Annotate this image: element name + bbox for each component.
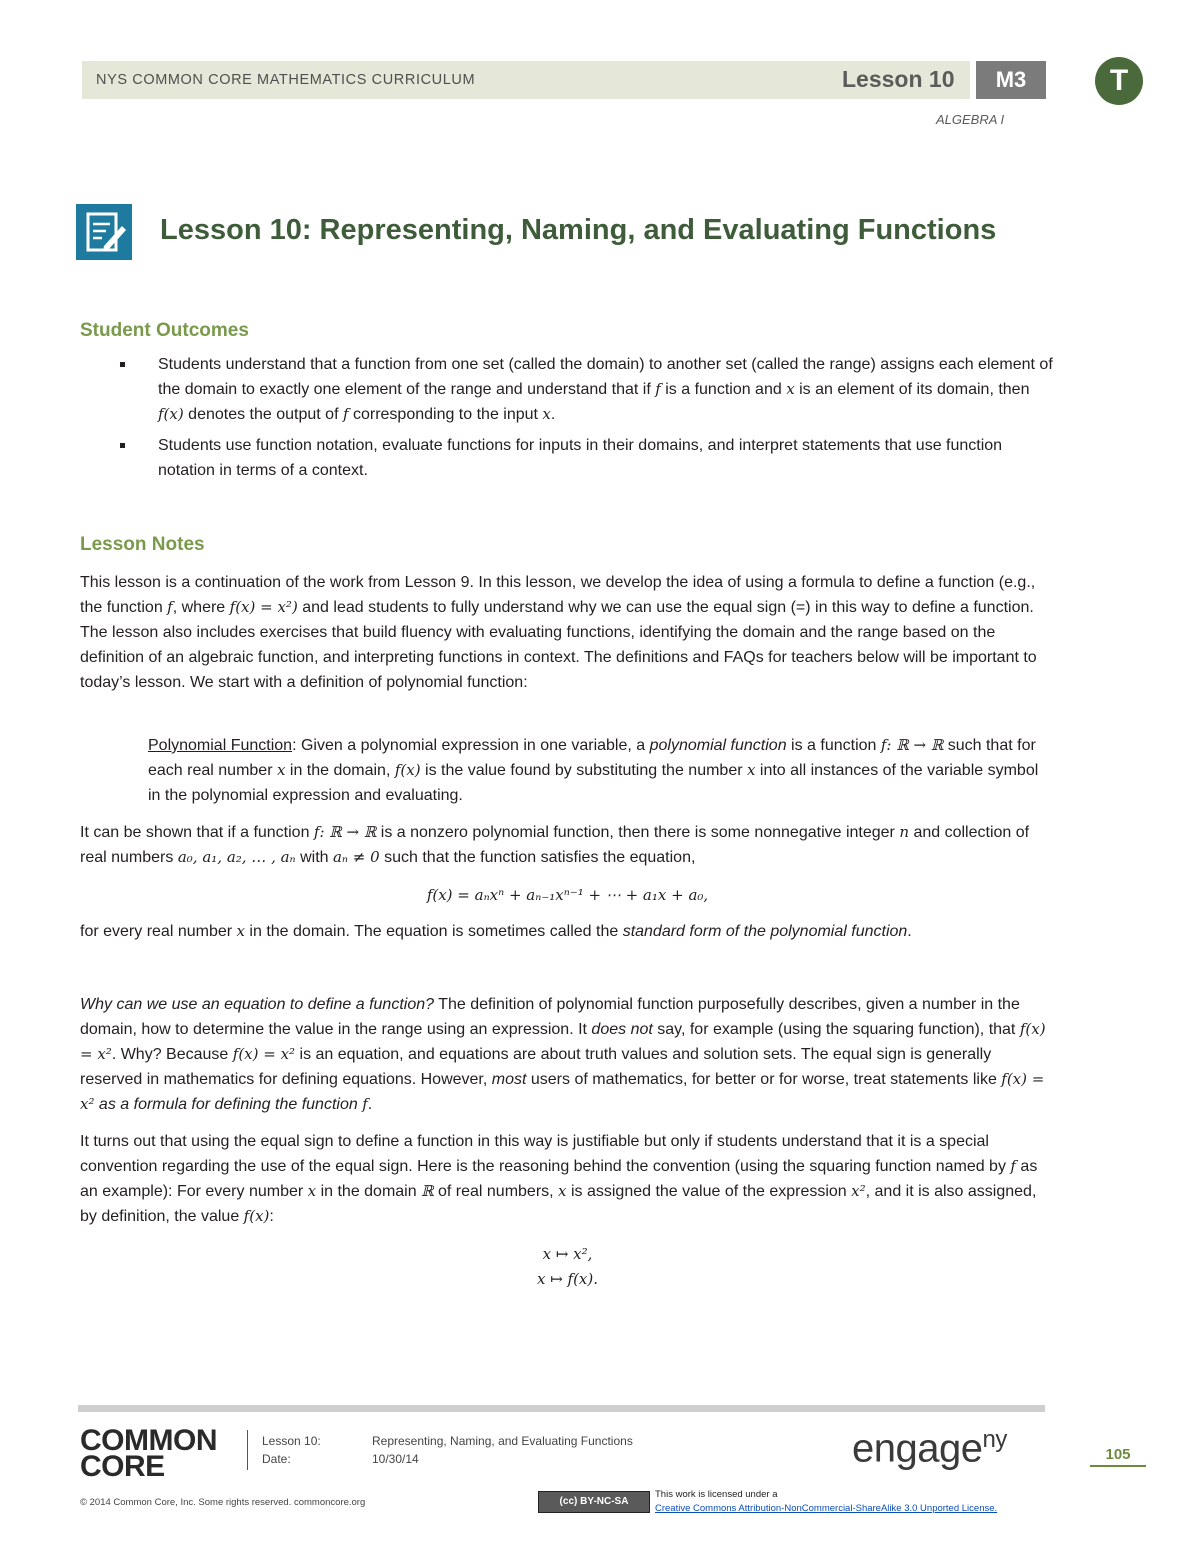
curriculum-title: NYS COMMON CORE MATHEMATICS CURRICULUM [96,72,476,88]
common-core-logo: COMMON CORE [80,1424,217,1483]
notepad-pencil-icon [76,204,132,260]
footer-lesson-label: Lesson 10: [262,1434,321,1448]
student-outcomes-heading: Student Outcomes [80,320,249,341]
lesson-notes-heading: Lesson Notes [80,534,205,555]
page-number: 105 [1090,1446,1146,1467]
cc-license-badge: (cc) BY-NC-SA [538,1491,650,1513]
shown-paragraph: It can be shown that if a function f: ℝ → ℝ is a nonzero polynomial function, then there is some nonnegative integer n and collection of real numbers a₀, a₁, a₂, … , aₙ with aₙ ≠ 0 such that the function satisfies the equation, [80,823,1030,866]
copyright-notice: © 2014 Common Core, Inc. Some rights reserved. commoncore.org [80,1497,366,1508]
footer-date: 10/30/14 [372,1452,419,1466]
lesson-number: Lesson 10 [842,66,955,92]
definition-term: Polynomial Function [148,737,293,754]
outcomes-list [120,352,1055,489]
footer-date-label: Date: [262,1452,291,1466]
teacher-badge: T [1095,57,1143,105]
bullet-square-icon [120,362,125,367]
license-text: This work is licensed under a [655,1489,778,1500]
footer-divider [78,1405,1045,1412]
footer-lesson-title: Representing, Naming, and Evaluating Functions [372,1434,633,1448]
license-link[interactable]: Creative Commons Attribution-NonCommercial-ShareAlike 3.0 Unported License. [655,1503,998,1514]
page-title: Lesson 10: Representing, Naming, and Evaluating Functions [160,214,997,246]
lesson-notes-paragraph: This lesson is a continuation of the work from Lesson 9. In this lesson, we develop the idea of using a formula to define a function (e.g., the function f, where f(x) = x²) and lead students to fully understand why we can use the equal sign (=) in this way to define a function. The lesson also includes exercises that build fluency with evaluating functions, identifying the domain and the range based on the definition of an algebraic function, and interpreting functions in context. The definitions and FAQs for teachers below will be important to today’s lesson. We start with a definition of polynomial function: [80,574,1037,691]
mapping-2: x ↦ f(x). [536,1270,599,1288]
course-name: ALGEBRA I [936,112,1005,127]
every-real-number-paragraph: for every real number x in the domain. The equation is sometimes called the standard form of the polynomial function. [80,922,912,940]
mapping-1: x ↦ x², [542,1245,593,1263]
footer-separator [247,1430,248,1470]
list-item: Students understand that a function from one set (called the domain) to another set (called the range) assigns each element of the domain to exactly one element of the range and understand that if f is a function and x is an element of its domain, then f(x) denotes the output of f corresponding to the input x. [120,352,1055,427]
module-badge: M3 [976,61,1046,99]
turns-out-paragraph: It turns out that using the equal sign to define a function in this way is justifiable but only if students understand that it is a special convention regarding the use of the equal sign. Here is the reasoning behind the convention (using the squaring function named by f as an example): For every number x in the domain ℝ of real numbers, x is assigned the value of the expression x², and it is also assigned, by definition, the value f(x): [80,1133,1038,1225]
engageny-logo: engage$^{ny}$ [852,1426,1007,1471]
standard-form-equation: f(x) = aₙxⁿ + aₙ₋₁xⁿ⁻¹ + ⋯ + a₁x + a₀, [426,886,709,904]
list-item: Students use function notation, evaluate functions for inputs in their domains, and interpret statements that use function notation in terms of a context. [120,433,1055,483]
polynomial-function-definition: Polynomial Function: Given a polynomial expression in one variable, a polynomial function is a function f: ℝ → ℝ such that for each real number x in the domain, f(x) is the value found by substituting the number x into all instances of the variable symbol in the polynomial expression and evaluating. [148,736,1039,804]
why-paragraph: Why can we use an equation to define a function? The definition of polynomial function purposefully describes, given a number in the domain, how to determine the value in the range using an expression. It does not say, for example (using the squaring function), that f(x) = x². Why? Because f(x) = x² is an equation, and equations are about truth values and solution sets. The equal sign is generally reserved in mathematics for defining equations. However, most users of mathematics, for better or for worse, treat statements like f(x) = x² as a formula for defining the function f. [80,996,1046,1113]
bullet-square-icon [120,443,125,448]
